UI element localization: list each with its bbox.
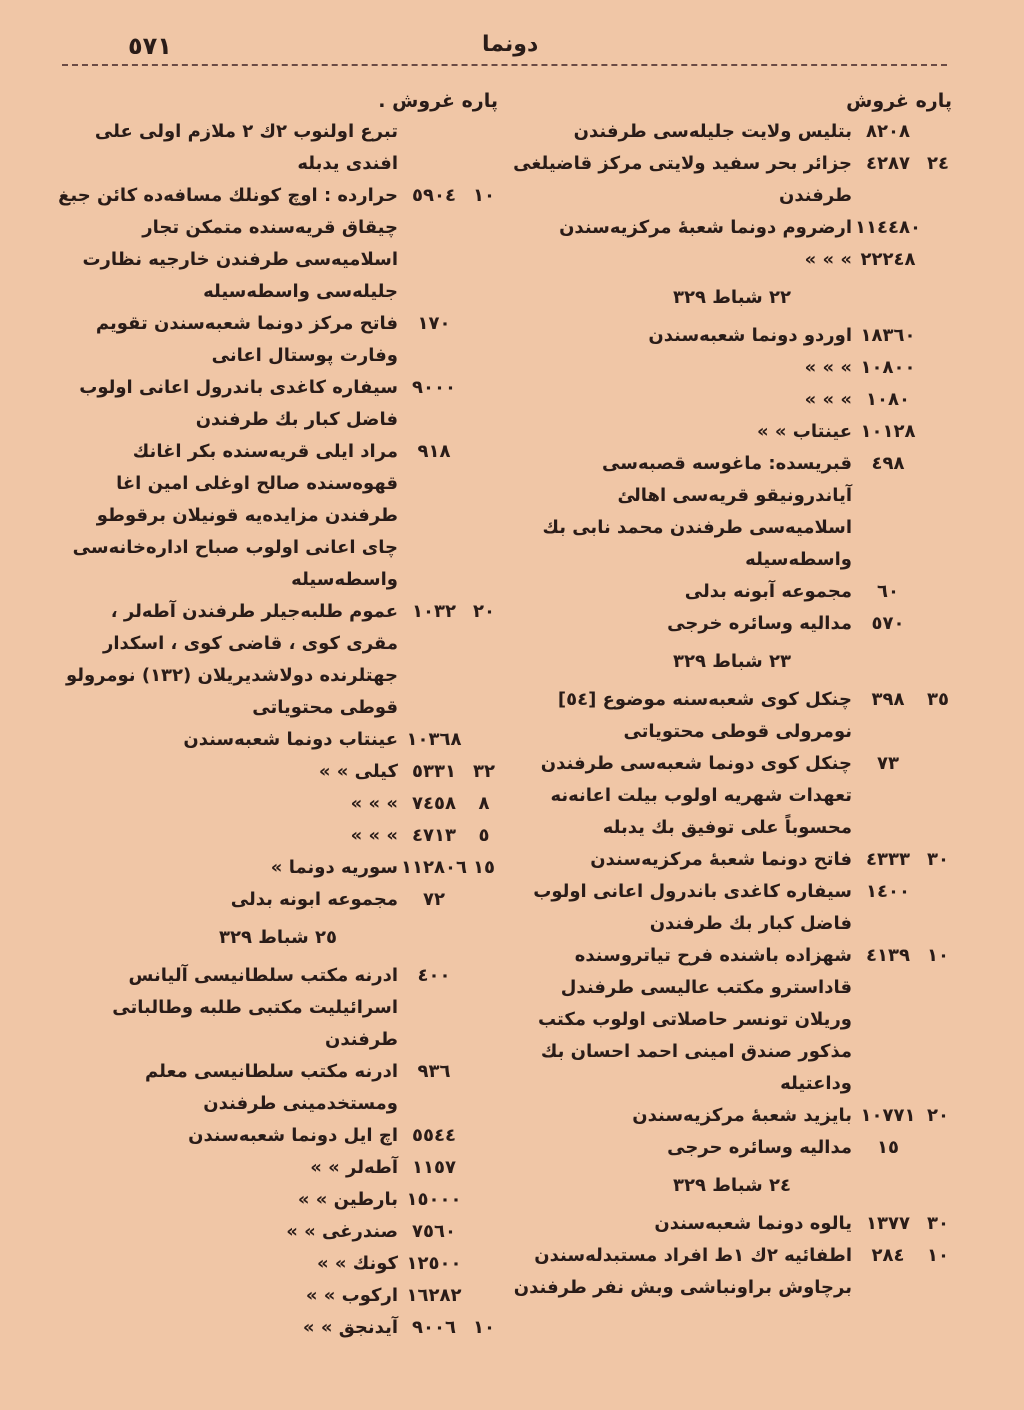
entry-description: فاتح مركز دونما شعبه‌سندن تقويم وفارت پوستال اعانى [95,313,398,366]
entry-description: اچ ايل دونما شعبه‌سندن [188,1125,398,1146]
ledger-entry [512,148,952,212]
ledger-entry [512,1208,952,1240]
ledger-entry [58,1248,498,1280]
ledger-entry [58,1280,498,1312]
entry-description: فاتح دونما شعبهٔ مركزيه‌سندن [590,849,852,870]
amount-kurus: ٢٢٢٤٨ [860,249,916,270]
ledger-entry [512,576,952,608]
ledger-entry [58,1184,498,1216]
amount-kurus: ٤٠٠ [417,965,451,986]
entry-description: ادرنه مكتب سلطانيسى معلم ومستخدمينى طرفندن [144,1061,398,1114]
amount-kurus: ٤٢٨٧ [866,153,910,174]
ledger-entry [512,748,952,844]
ledger-entry [58,724,498,756]
amount-kurus: ٥٣٣١ [412,761,456,782]
entry-description: مداليه وسائره خرجى [667,613,852,634]
entry-description: چنكل كوى شعبه‌سنه موضوع [٥٤] نومرولى قوطى محتوياتى [557,689,852,742]
date-heading: ٢٥ شباط ٣٢٩ [219,927,337,948]
amount-kurus: ٥٩٠٤ [412,185,456,206]
ledger-entry [512,608,952,640]
ledger-entry [512,1100,952,1132]
ledger-entry [512,320,952,352]
entry-description: جزائر بحر سفيد ولايتى مركز قاضيلغى طرفندن [513,153,852,206]
entry-description: مجموعه ابونه بدلى [230,889,398,910]
amount-kurus: ١٢٥٠٠ [406,1253,462,1274]
amount-kurus: ١٠٣٦٨ [406,729,462,750]
ledger-entry [512,212,952,244]
amount-kurus: ١١٤٤٨٠ [855,217,921,238]
amount-kurus: ٤١٣٩ [866,945,910,966]
entry-description: شهزاده باشنده فرح تياتروسنده قاداسترو مكتب عاليسى طرفندل وريلان تونسر حاصلاتى اولوب مكتب مذكور صندق امينى احمد احسان بك وداعتيله [538,945,852,1094]
running-head: دونما [482,32,539,57]
entry-description: اركوب » » [305,1285,398,1306]
entry-description: كيلى » » [318,761,398,782]
entry-description: كونك » » [316,1253,398,1274]
ledger-entry [58,820,498,852]
amount-kurus: ٣٩٨ [871,689,905,710]
ledger-entry [58,308,498,372]
ledger-entry [58,180,498,308]
amount-kurus: ٥٥٤٤ [412,1125,456,1146]
amount-kurus: ٧٤٥٨ [412,793,456,814]
amount-kurus: ١١٥٧ [412,1157,456,1178]
column-header: پاره غروش [846,90,952,112]
entry-description: » » » [350,825,398,846]
amount-kurus: ١٧٠ [417,313,451,334]
amount-para: ٥ [478,825,490,846]
amount-kurus: ٧٣ [877,753,899,774]
amount-para: ١٠ [473,185,495,206]
entry-description: » » » [804,389,852,410]
amount-kurus: ١١٢٨٠٦ [401,857,467,878]
entry-description: اطفائيه ٢ك ١ط افراد مستبدله‌سندن برچاوش براونباشى وبش نفر طرفندن [513,1245,852,1298]
ledger-entry [58,1120,498,1152]
ledger-entry [512,352,952,384]
column-header: پاره غروش . [378,90,498,112]
amount-kurus: ٩١٨ [417,441,451,462]
entry-description: » » » [804,249,852,270]
date-heading: ٢٣ شباط ٣٢٩ [673,651,791,672]
entry-description: اوردو دونما شعبه‌سندن [648,325,852,346]
left-column [58,86,498,1344]
entry-description: سوريه دونما » [270,857,398,878]
ledger-entry [58,1312,498,1344]
date-heading: ٢٢ شباط ٣٢٩ [673,287,791,308]
amount-kurus: ٤٣٣٣ [866,849,910,870]
entry-description: حرارده : اوچ كونلك مسافه‌ده كائن جبغ چيقاق قريه‌سنده متمكن تجار اسلاميه‌سى طرفندن خارجيه نظارت جليله‌سى واسطه‌سيله [58,185,398,302]
entry-description: سيفاره كاغدى باندرول اعانى اولوب فاضل كبار بك طرفندن [79,377,398,430]
ledger-entry [58,1152,498,1184]
ledger-entry [58,756,498,788]
amount-para: ٣٠ [927,849,949,870]
amount-para: ٢٠ [473,601,495,622]
ledger-entry [58,1056,498,1120]
amount-para: ١٥ [473,857,495,878]
amount-kurus: ٩٠٠٠ [412,377,456,398]
amount-kurus: ١٨٣٦٠ [860,325,916,346]
amount-para: ١٠ [927,945,949,966]
amount-para: ٢٠ [927,1105,949,1126]
entry-description: مراد ايلى قريه‌سنده بكر اغانك قهوه‌سنده صالح اوغلى امين اغا طرفندن مزايده‌يه قونيلان برقوطو چاى اعانى اولوب صباح اداره‌خانه‌سى واسطه‌سيله [72,441,398,590]
amount-kurus: ١٠١٢٨ [860,421,916,442]
entry-description: بايزيد شعبهٔ مركزيه‌سندن [632,1105,852,1126]
amount-para: ٣٢ [473,761,495,782]
ledger-entry [512,116,952,148]
entry-description: سيفاره كاغدى باندرول اعانى اولوب فاضل كبار بك طرفندن [533,881,852,934]
ledger-entry [512,448,952,576]
ledger-entry [58,372,498,436]
amount-kurus: ١٤٠٠ [866,881,910,902]
ledger-entry [58,1216,498,1248]
ledger-entry [58,884,498,916]
entry-description: تبرع اولنوب ٢ك ٢ ملازم اولى على افندى يدبله [94,121,398,174]
page-number: ٥٧١ [128,32,172,60]
ledger-entry [512,940,952,1100]
ledger-entry [512,684,952,748]
entry-description: » » » [350,793,398,814]
amount-kurus: ٥٧٠ [871,613,905,634]
amount-kurus: ٤٩٨ [871,453,905,474]
amount-kurus: ١٦٢٨٢ [406,1285,462,1306]
ledger-entry [512,1240,952,1304]
entry-description: ادرنه مكتب سلطانيسى آليانس اسرائيليت مكتبى طلبه وطالباتى طرفندن [112,965,398,1050]
entry-description: » » » [804,357,852,378]
date-heading: ٢٤ شباط ٣٢٩ [673,1175,791,1196]
ledger-entry [58,852,498,884]
entry-description: عموم طلبه‌جيلر طرفندن آطه‌لر ، مقرى كوى ، قاضى كوى ، اسكدار جهتلرنده دولاشديريلان (١٣٢) نومرولو قوطى محتوياتى [65,601,398,718]
entry-description: عينتاب دونما شعبه‌سندن [183,729,398,750]
amount-kurus: ٤٧١٣ [412,825,456,846]
amount-kurus: ٦٠ [877,581,899,602]
ledger-entry [58,436,498,596]
amount-kurus: ١٠٣٢ [412,601,456,622]
entry-description: بتليس ولايت جليله‌سى طرفندن [573,121,852,142]
entry-description: ارضروم دونما شعبهٔ مركزيه‌سندن [559,217,852,238]
ledger-entry [58,788,498,820]
amount-kurus: ٢٨٤ [871,1245,905,1266]
entry-description: چنكل كوى دونما شعبه‌سى طرفندن تعهدات شهريه اولوب بيلت اعانه‌نه محسوباً على توفيق بك يدبله [540,753,852,838]
amount-para: ١٠ [473,1317,495,1338]
amount-kurus: ١٠٧٧١ [860,1105,916,1126]
amount-kurus: ٩٠٠٦ [412,1317,456,1338]
entry-description: آيدنجق » » [302,1317,398,1338]
ledger-entry [512,416,952,448]
entry-description: صندرغى » » [286,1221,398,1242]
header-rule [62,64,947,66]
entry-description: مجموعه آبونه بدلى [684,581,852,602]
amount-kurus: ٨٢٠٨ [866,121,910,142]
entry-description: يالوه دونما شعبه‌سندن [654,1213,852,1234]
amount-para: ٣٥ [927,689,949,710]
ledger-entry [512,244,952,276]
ledger-entry [58,116,498,180]
ledger-entry [58,960,498,1056]
amount-kurus: ١٣٧٧ [866,1213,910,1234]
amount-para: ١٠ [927,1245,949,1266]
ledger-entry [512,384,952,416]
entry-description: آطه‌لر » » [310,1157,398,1178]
amount-kurus: ١٠٨٠٠ [860,357,916,378]
amount-kurus: ١٥ [877,1137,899,1158]
amount-kurus: ١٥٠٠٠ [406,1189,462,1210]
amount-kurus: ٧٢ [423,889,445,910]
amount-para: ٨ [478,793,490,814]
ledger-entry [512,844,952,876]
entry-description: قبريسده: ماغوسه قصبه‌سى آياندرونيقو قريه‌سى اهالئ اسلاميه‌سى طرفندن محمد نابى بك واسطه‌سيله [542,453,852,570]
entry-description: مداليه وسائره حرجى [667,1137,852,1158]
ledger-entry [512,1132,952,1164]
right-column [512,86,952,1304]
amount-kurus: ١٠٨٠ [866,389,910,410]
amount-para: ٢٤ [927,153,949,174]
amount-kurus: ٧٥٦٠ [412,1221,456,1242]
entry-description: بارطين » » [297,1189,398,1210]
amount-para: ٣٠ [927,1213,949,1234]
ledger-entry [512,876,952,940]
amount-kurus: ٩٣٦ [417,1061,451,1082]
ledger-entry [58,596,498,724]
entry-description: عينتاب » » [757,421,852,442]
